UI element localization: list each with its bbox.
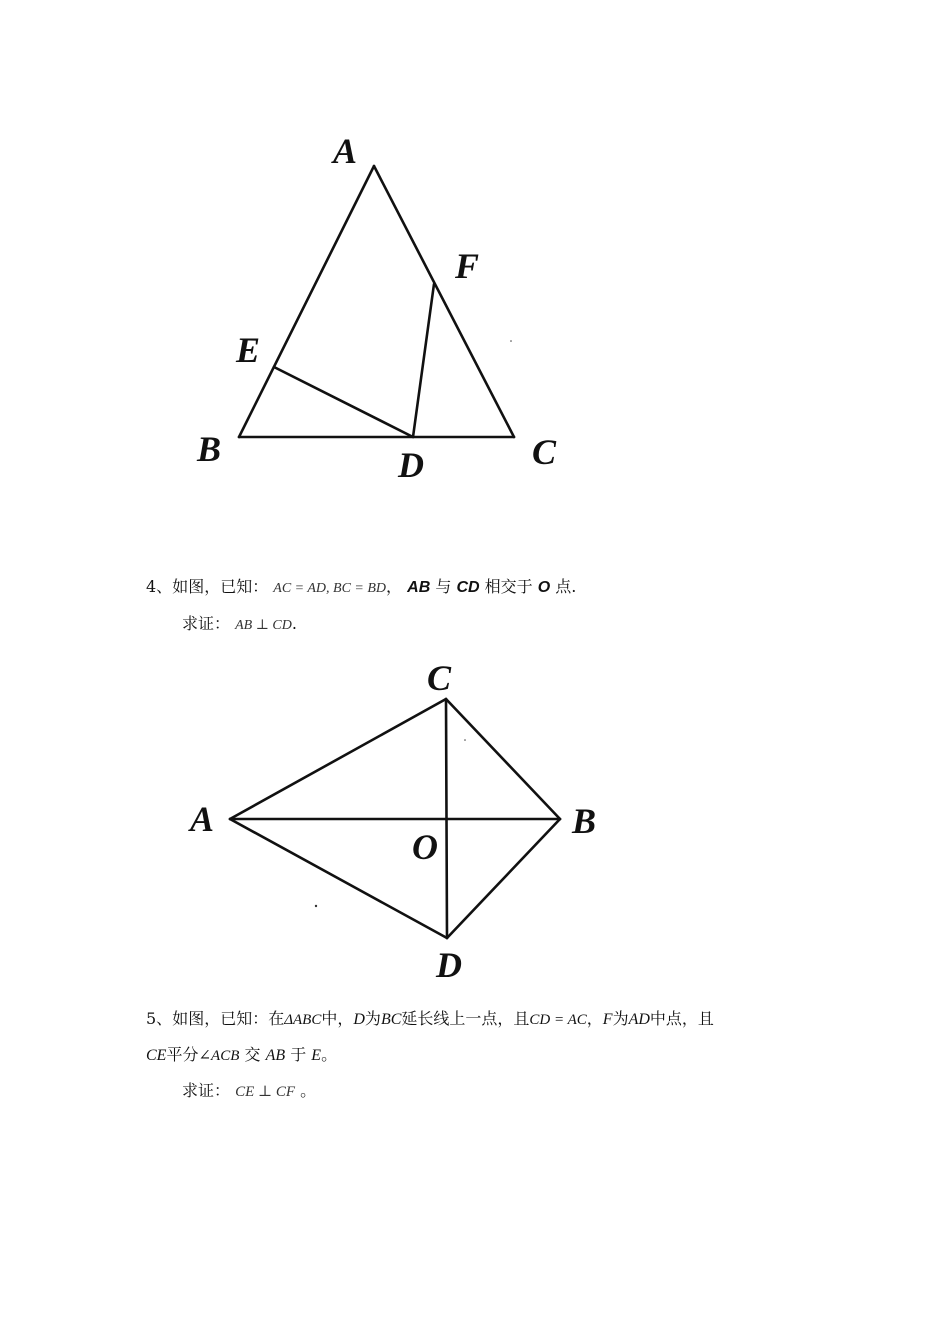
problem5-line1 — [146, 1008, 714, 1031]
segment-ED — [274, 367, 413, 437]
problem5-text: 延长线上一点，且 — [401, 1009, 530, 1028]
problem4-point: O — [537, 579, 551, 596]
problem4-sep: ， — [386, 577, 403, 596]
label-O: O — [412, 827, 438, 867]
problem4-statement — [146, 576, 576, 600]
problem5-text: 中点，且 — [649, 1009, 714, 1028]
problem5-seg-AD: AD — [628, 1011, 650, 1028]
segment-AB — [239, 166, 374, 437]
problem4-suffix: 点. — [550, 577, 577, 596]
problem5-prove-label: 求证： — [182, 1081, 231, 1100]
problem4-seg1: AB — [407, 579, 431, 596]
problem4-and: 与 — [430, 577, 457, 596]
problem5-prove-end: 。 — [295, 1081, 317, 1100]
figure1-triangle — [196, 131, 557, 485]
label-A: A — [190, 799, 215, 839]
problem5-text: 。 — [321, 1045, 338, 1064]
problem4-prove-expr: AB ⊥ CD — [235, 618, 292, 633]
problem5-point-F: F — [602, 1011, 613, 1028]
label-D: D — [436, 945, 462, 985]
segment-CB — [446, 699, 560, 819]
problem4-number: 4、 — [146, 577, 173, 596]
problem5-text: 如图，已知：在 — [172, 1009, 285, 1028]
problem4-prefix: 如图，已知： — [172, 577, 269, 596]
problem5-prove — [182, 1080, 316, 1103]
segment-AC — [374, 166, 514, 437]
problem5-text: 交 — [239, 1045, 266, 1064]
problem4-prove — [182, 613, 297, 637]
problem5-seg-BC: BC — [380, 1011, 402, 1028]
problem5-line2 — [146, 1044, 337, 1067]
figure2-kite — [188, 658, 596, 985]
label-C: C — [427, 658, 452, 698]
problem5-number: 5、 — [146, 1009, 173, 1028]
problem5-text: 中， — [321, 1009, 354, 1028]
problem5-seg-AB: AB — [265, 1047, 286, 1064]
problem4-intersect: 相交于 — [479, 577, 538, 596]
label-E: E — [236, 330, 261, 370]
problem5-seg-CE: CE — [146, 1047, 167, 1064]
label-B: B — [572, 801, 597, 841]
problem5-text: ， — [586, 1009, 603, 1028]
label-C: C — [532, 432, 557, 472]
problem4-seg2: CD — [456, 579, 480, 596]
segment-BD — [447, 819, 560, 938]
problem4-given: AC = AD, BC = BD — [273, 581, 387, 596]
problem5-text: 平分 — [166, 1045, 199, 1064]
problem5-point-E: E — [311, 1047, 322, 1064]
stray-dot — [464, 739, 466, 741]
problem5-angle: ∠ACB — [198, 1048, 240, 1064]
stray-dot — [510, 340, 512, 342]
problem5-text: 为 — [612, 1009, 629, 1028]
label-A: A — [333, 131, 358, 171]
problem5-text: 为 — [364, 1009, 381, 1028]
problem4-prove-label: 求证： — [182, 614, 231, 633]
segment-CD — [446, 699, 447, 938]
segment-FD — [413, 284, 434, 437]
segment-AC — [230, 699, 446, 819]
problem5-triangle: ΔABC — [284, 1012, 322, 1028]
problem5-prove-expr: CE ⊥ CF — [235, 1084, 296, 1100]
label-B: B — [197, 429, 222, 469]
stray-dot — [315, 905, 317, 907]
label-F: F — [455, 246, 480, 286]
problem5-text: 于 — [285, 1045, 312, 1064]
label-D: D — [398, 445, 424, 485]
problem4-prove-end: . — [291, 614, 297, 633]
problem5-point-D: D — [353, 1011, 365, 1028]
problem5-condition: CD = AC — [529, 1012, 587, 1028]
